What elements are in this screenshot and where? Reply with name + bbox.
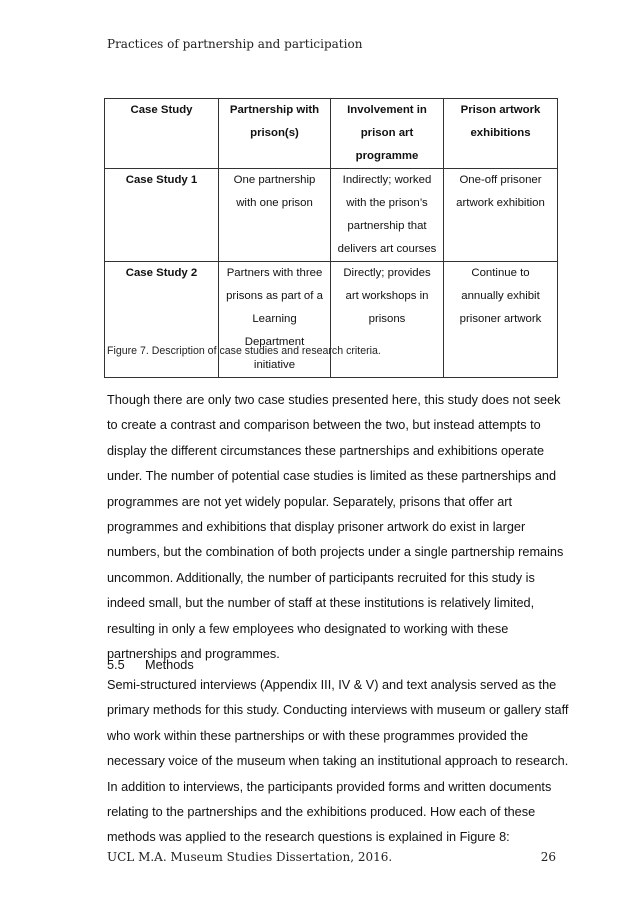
cell-line: initiative — [253, 359, 296, 371]
cell-line: One-off prisoner — [459, 174, 542, 186]
cell-line: prisons — [368, 313, 406, 325]
text-line: Though there are only two case studies presented here, this study does not seek — [107, 393, 561, 407]
figure-caption: Figure 7. Description of case studies and research criteria. — [107, 345, 381, 357]
cell-line: Indirectly; worked — [342, 174, 432, 186]
header-case-study — [105, 99, 219, 169]
cell-line: One partnership — [233, 174, 316, 186]
section-title: Methods — [145, 658, 194, 672]
case-study-table — [104, 98, 558, 378]
cell-involvement — [331, 262, 444, 378]
page-footer — [107, 850, 556, 864]
cell-line: Case Study 2 — [125, 267, 198, 279]
text-line: methods was applied to the research questions is explained in Figure 8: — [107, 830, 510, 845]
header-line: programme — [355, 150, 419, 162]
cell-line: prisoner artwork — [459, 313, 542, 325]
header-line: Involvement in — [347, 104, 427, 116]
cell-line: Directly; provides — [343, 267, 431, 279]
text-line: under. The number of potential case studies is limited as these partnerships and — [107, 469, 557, 484]
text-line: who work within these partnerships or with these programmes provided the — [107, 728, 529, 743]
text-line: resulting in only a few employees who designated to working with these — [107, 621, 509, 636]
table-row-case-study-2 — [105, 262, 558, 378]
cell-case — [105, 262, 219, 378]
cell-line: partnership that — [347, 220, 427, 232]
cell-case — [105, 169, 219, 262]
text-line: In addition to interviews, the participants provided forms and written documents — [107, 779, 552, 794]
text-line: numbers, but the combination of both projects under a single partnership remains — [107, 545, 564, 560]
header-line: Prison artwork — [460, 104, 541, 116]
text-line: uncommon. Additionally, the number of participants recruited for this study is — [107, 570, 535, 585]
cell-line: Department — [244, 336, 305, 348]
header-partnership — [219, 99, 331, 169]
header-line: exhibitions — [470, 127, 531, 139]
cell-line: with the prison’s — [346, 197, 428, 209]
footer-text: UCL M.A. Museum Studies Dissertation, 2016. — [107, 850, 393, 864]
page-number: 26 — [540, 850, 556, 864]
section-number: 5.5 — [107, 658, 125, 672]
cell-line: prisons as part of a — [226, 290, 323, 302]
text-line: necessary voice of the museum when taking an institutional approach to research. — [107, 754, 569, 769]
cell-exhibitions — [444, 262, 558, 378]
cell-partnership — [219, 262, 331, 378]
cell-line: Learning — [252, 313, 297, 325]
header-line: Case Study — [130, 104, 193, 116]
paragraph-case-studies — [107, 388, 564, 667]
running-header: Practices of partnership and participation — [107, 37, 363, 51]
cell-exhibitions — [444, 169, 558, 262]
paragraph-methods — [107, 673, 569, 851]
cell-involvement — [331, 169, 444, 262]
text-line: to create a contrast and comparison between the two, but instead attempts to — [107, 418, 541, 433]
cell-line: art workshops in — [345, 290, 429, 302]
cell-line: artwork exhibition — [456, 197, 545, 209]
text-line: programmes are not yet widely popular. Separately, prisons that offer art — [107, 494, 513, 509]
table-header-row — [105, 99, 558, 169]
text-line: programmes and exhibitions that display prisoner artwork do exist in larger — [107, 520, 526, 535]
header-line: Partnership with — [229, 104, 320, 116]
text-line: display the different circumstances these partnerships and exhibitions operate — [107, 443, 545, 458]
cell-line: Case Study 1 — [125, 174, 198, 186]
text-line: primary methods for this study. Conducting interviews with museum or gallery staff — [107, 703, 569, 718]
text-line: Semi-structured interviews (Appendix III, IV & V) and text analysis served as the — [107, 678, 557, 692]
cell-line: Partners with three — [226, 267, 323, 279]
text-line: partnerships and programmes. — [107, 647, 280, 662]
header-exhibitions — [444, 99, 558, 169]
header-involvement — [331, 99, 444, 169]
table-row-case-study-1 — [105, 169, 558, 262]
cell-line: annually exhibit — [461, 290, 540, 302]
text-line: relating to the partnerships and the exhibitions produced. How each of these — [107, 805, 536, 820]
cell-line: with one prison — [236, 197, 313, 209]
text-line: indeed small, but the number of staff at these institutions is relatively limited, — [107, 596, 535, 611]
cell-partnership — [219, 169, 331, 262]
header-line: prison art — [360, 127, 414, 139]
cell-line: Continue to — [471, 267, 530, 279]
cell-line: delivers art courses — [337, 243, 437, 255]
header-line: prison(s) — [250, 127, 299, 139]
